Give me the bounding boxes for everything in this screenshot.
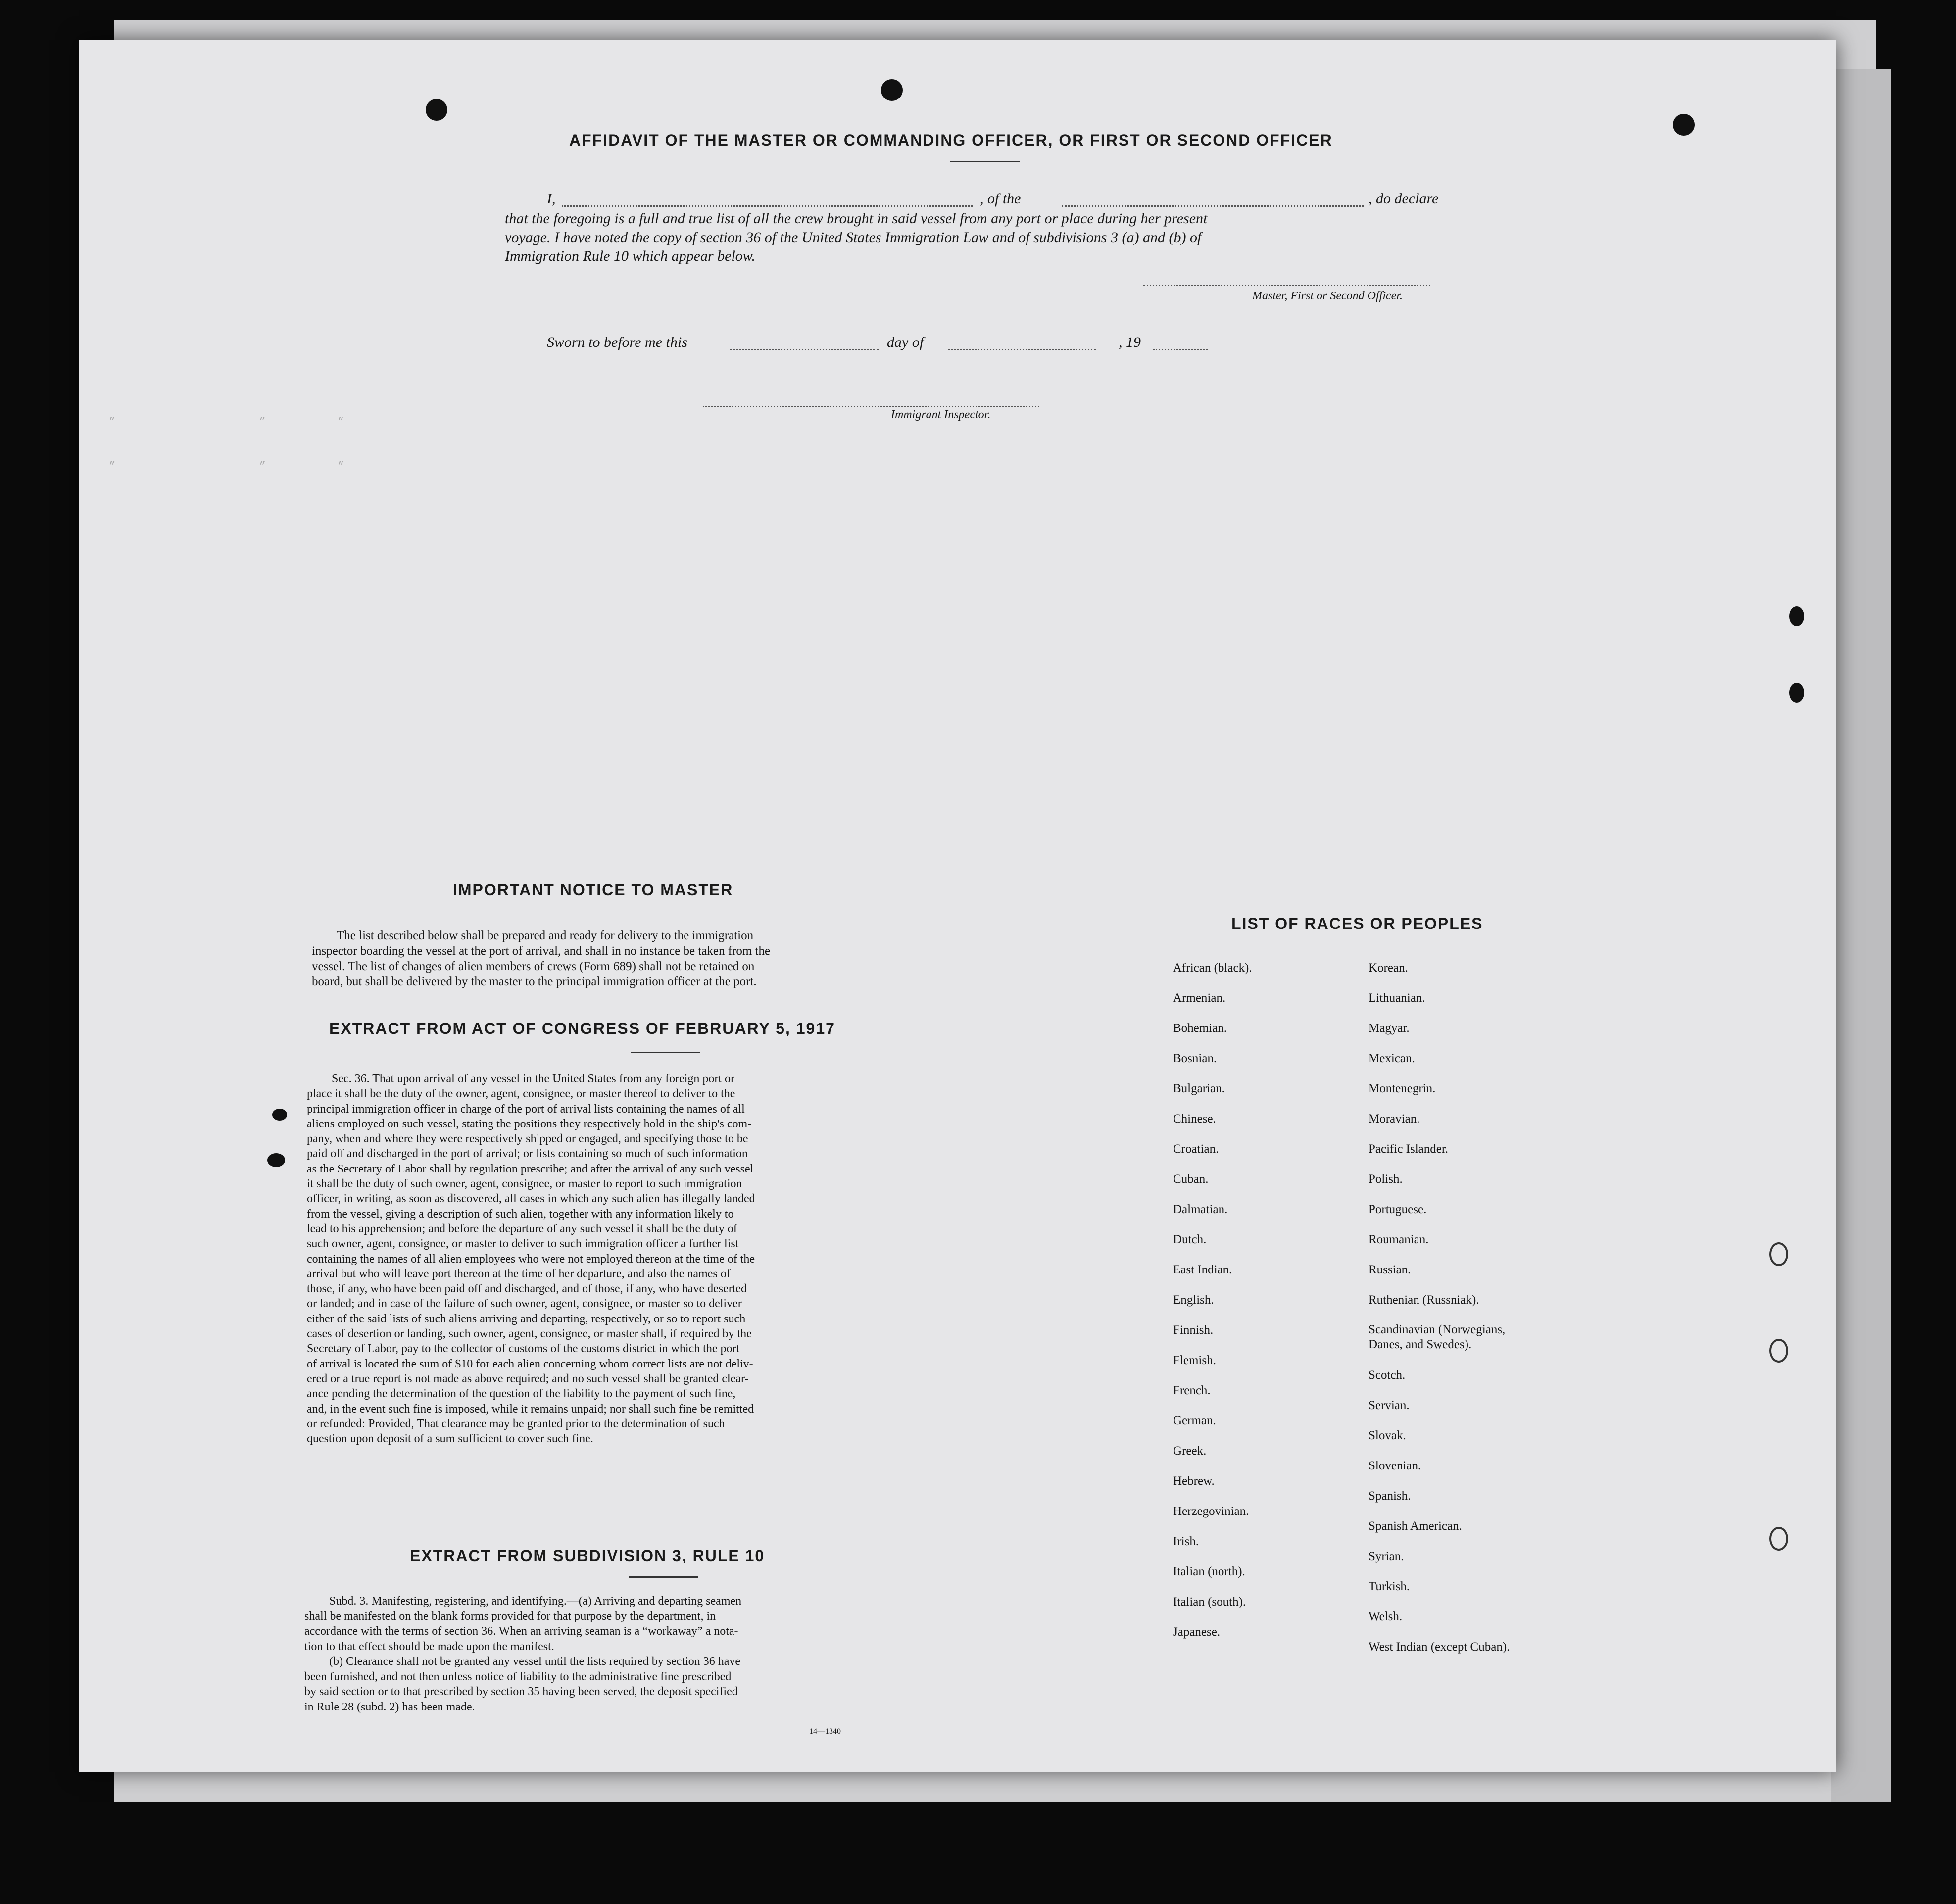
ink-spot (272, 1109, 287, 1121)
punch-hole (881, 79, 903, 101)
month-blank (948, 349, 1096, 350)
year-text: , 19 (1119, 334, 1141, 350)
extract-act-rule (631, 1052, 700, 1053)
vessel-blank (1062, 205, 1364, 207)
document-sheet: ” ” ” ” ” ” AFFIDAVIT OF THE MASTER OR COMMANDING OFFICER, OR FIRST OR SECOND OFFICER I, , of the , do declare that the foregoing is a full and true list of all the crew brought in said vessel from any port or place during her present voyage. I have noted the copy of section 36 of the United States Immigration Law and of subdivisions 3 (a) and (b) of Immigration Rule 10 which appear below. Master, First or Second Officer. Sworn to before me this day of , 19 Immigrant Inspector. IMPORTANT NOTICE TO MASTER The list described below shall be prepared and ready for delivery to the immigration inspector boarding the vessel at the port of arrival, and shall in no instance be taken from the vessel. The list of changes of alien members of crews (Form 689) shall not be retained on board, but shall be delivered by the master to the principal immigration officer at the port. EXTRACT FROM ACT OF CONGRESS OF FEBRUARY 5, 1917 Sec. 36. That upon arrival of any vessel in the United States from any foreign port or place it shall be the duty of the owner, agent, consignee, or master thereof to deliver to the principal immigration officer in charge of the port of arrival lists containing the names of all aliens employed on such vessel, stating the positions they respectively hold in the ship's com- pany, when and where they were respectively shipped or engaged, and specifying those to be paid off and discharged in the port of arrival; or lists containing so much of such information as the Secretary of Labor shall by regulation prescribe; and after the arrival of any such vessel it shall be the duty of such owner, agent, consignee, or master to report to such immigration officer, in writing, as soon as discovered, all cases in which any such alien has illegally landed from the vessel, giving a description of such alien, together with any information likely to lead to his apprehension; and before the departure of any such vessel it shall be the duty of such owner, agent, consignee, or master to deliver to such immigration officer a further list containing the names of all alien employees who were not employed thereon at the time of the arrival but who will leave port thereon at the time of her departure, and also the names of those, if any, who have been paid off and discharged, and of those, if any, who have deserted or landed; and in case of the failure of such owner, agent, consignee, or master so to deliver either of the said lists of such aliens arriving and departing, respectively, or so to report such cases of desertion or landing, such owner, agent, consignee, or master shall, if required by the Secretary of Labor, pay to the collector of customs of the customs district in which the port of arrival is located the sum of $10 for each alien concerning whom correct lists are not deliv- ered or a true report is not made as above required; and no such vessel shall be granted clear- ance pending the determination of the question of the liability to the payment of such fine, and, in the event such fine is imposed, while it remains unpaid; nor shall such fine be remitted or refunded: Provided, That clearance may be granted prior to the determination of such question upon deposit of a sum sufficient to cover such fine. EXTRACT FROM SUBDIVISION 3, RULE 10 Subd. 3. Manifesting, registering, and identifying.—(a) Arriving and departing seamen shall be manifested on the blank forms provided for that purpose by the department, in accordance with the terms of section 36. When an arriving seaman is a “workaway” a nota- tion to that effect should be made upon the manifest. (b) Clearance shall not be granted any vessel until the lists required by section 36 have been furnished, and not then unless notice of liability to the administrative fine prescribed by said section or to that prescribed by section 35 having been served, the deposit specified in Rule 28 (subd. 2) has been made. 14—1340 LIST OF RACES OR PEOPLES African (black). Armenian. Bohemian. Bosnian. Bulgarian. Chinese. Croatian. Cuban. Dalmatian. Dutch. East Indian. English. Finnish. Flemish. French. German. Greek. Hebrew. Herzegovinian. Irish. Italian (north). Italian (south). Japanese. Korean. Lithuanian. Magyar. Mexican. Montenegrin. Moravian. Pacific Islander. Polish. Portuguese. Roumanian. Russian. Ruthenian (Russniak). Scandinavian (Norwegians, Danes, and Swedes). Scotch. Servian. Slovak. Slovenian. Spanish. Spanish American. Syrian. Turkish. Welsh. West Indian (except Cuban). (79, 40, 1836, 1772)
ring-mark (1769, 1527, 1788, 1551)
master-signature-blank (1143, 285, 1430, 286)
underlying-page-edge (1831, 69, 1891, 1802)
extract-rule-body: Subd. 3. Manifesting, registering, and identifying.—(a) Arriving and departing seamen shall be manifested on the blank forms provided for that purpose by the department, in accordance with the terms of section 36. When an arriving seaman is a “workaway” a nota- tion to that effect should be made upon the manifest. (b) Clearance shall not be granted any vessel until the lists required by section 36 have been furnished, and not then unless notice of liability to the administrative fine prescribed by said section or to that prescribed by section 35 having been served, the deposit specified in Rule 28 (subd. 2) has been made. (304, 1595, 742, 1713)
ink-spot (1789, 606, 1804, 626)
extract-rule-title: EXTRACT FROM SUBDIVISION 3, RULE 10 (410, 1547, 765, 1564)
ring-mark (1769, 1339, 1788, 1363)
races-title: LIST OF RACES OR PEOPLES (1231, 915, 1483, 932)
affidavit-of-the: , of the (980, 191, 1021, 207)
title-rule (950, 161, 1020, 162)
extract-act-title: EXTRACT FROM ACT OF CONGRESS OF FEBRUARY 5, 1917 (329, 1020, 835, 1037)
form-number: 14—1340 (809, 1727, 841, 1736)
extract-act-body: Sec. 36. That upon arrival of any vessel in the United States from any foreign port or place it shall be the duty of the owner, agent, consignee, or master thereof to deliver to the principal immigration officer in charge of the port of arrival lists containing the names of all aliens employed on such vessel, stating the positions they respectively hold in the ship's com- pany, when and where they were respectively shipped or engaged, and specifying those to be paid off and discharged in the port of arrival; or lists containing so much of such information as the Secretary of Labor shall by regulation prescribe; and after the arrival of any such vessel it shall be the duty of such owner, agent, consignee, or master to report to such immigration officer, in writing, as soon as discovered, all cases in which any such alien has illegally landed from the vessel, giving a description of such alien, together with any information likely to lead to his apprehension; and before the departure of any such vessel it shall be the duty of such owner, agent, consignee, or master to deliver to such immigration officer a further list containing the names of all alien employees who were not employed thereon at the time of the arrival but who will leave port thereon at the time of her departure, and also the names of those, if any, who have been paid off and discharged, and of those, if any, who have deserted or landed; and in case of the failure of such owner, agent, consignee, or master so to deliver either of the said lists of such aliens arriving and departing, respectively, or so to report such cases of desertion or landing, such owner, agent, consignee, or master shall, if required by the Secretary of Labor, pay to the collector of customs of the customs district in which the port of arrival is located the sum of $10 for each alien concerning whom correct lists are not deliv- ered or a true report is not made as above required; and no such vessel shall be granted clear- ance pending the determination of the question of the liability to the payment of such fine, and, in the event such fine is imposed, while it remains unpaid; nor shall such fine be remitted or refunded: Provided, That clearance may be granted prior to the determination of such question upon deposit of a sum sufficient to cover such fine. (307, 1073, 755, 1446)
name-blank (562, 205, 973, 207)
affidavit-line2: that the foregoing is a full and true list of all the crew brought in said vessel from any port or place during her present (505, 210, 1208, 227)
ink-spot (267, 1153, 285, 1167)
day-of-text: day of (887, 334, 924, 350)
notice-body: The list described below shall be prepared and ready for delivery to the immigration inspector boarding the vessel at the port of arrival, and shall in no instance be taken from the vessel. The list of changes of alien members of crews (Form 689) shall not be retained on board, but shall be delivered by the master to the principal immigration officer at the port. (312, 929, 771, 988)
affidavit-line3: voyage. I have noted the copy of section 36 of the United States Immigration Law and of subdivisions 3 (a) and (b) of (505, 229, 1202, 245)
inspector-label: Immigrant Inspector. (891, 408, 991, 421)
sworn-day-blank (730, 349, 879, 350)
master-signature-label: Master, First or Second Officer. (1252, 290, 1403, 302)
races-column-1: African (black). Armenian. Bohemian. Bosnian. Bulgarian. Chinese. Croatian. Cuban. Dalmatian. Dutch. East Indian. English. Finnish. Flemish. French. German. Greek. Hebrew. Herzegovinian. Irish. Italian (north). Italian (south). Japanese. (1173, 961, 1252, 1639)
races-column-2: Korean. Lithuanian. Magyar. Mexican. Montenegrin. Moravian. Pacific Islander. Polish. Portuguese. Roumanian. Russian. Ruthenian (Russniak). Scandinavian (Norwegians, Danes, and Swedes). Scotch. Servian. Slovak. Slovenian. Spanish. Spanish American. Syrian. Turkish. Welsh. West Indian (except Cuban). (1369, 961, 1510, 1654)
affidavit-line4: Immigration Rule 10 which appear below. (505, 248, 756, 264)
year-blank (1153, 349, 1208, 350)
affidavit-i: I, (547, 191, 556, 207)
extract-rule-rule (629, 1576, 698, 1578)
notice-title: IMPORTANT NOTICE TO MASTER (453, 881, 734, 899)
ring-mark (1769, 1242, 1788, 1266)
punch-hole (1673, 114, 1695, 136)
affidavit-declare: , do declare (1369, 191, 1439, 207)
affidavit-title: AFFIDAVIT OF THE MASTER OR COMMANDING OFFICER, OR FIRST OR SECOND OFFICER (569, 131, 1333, 149)
sworn-text: Sworn to before me this (547, 334, 687, 350)
ink-spot (1789, 683, 1804, 703)
punch-hole (426, 99, 447, 121)
inspector-blank (703, 406, 1039, 407)
